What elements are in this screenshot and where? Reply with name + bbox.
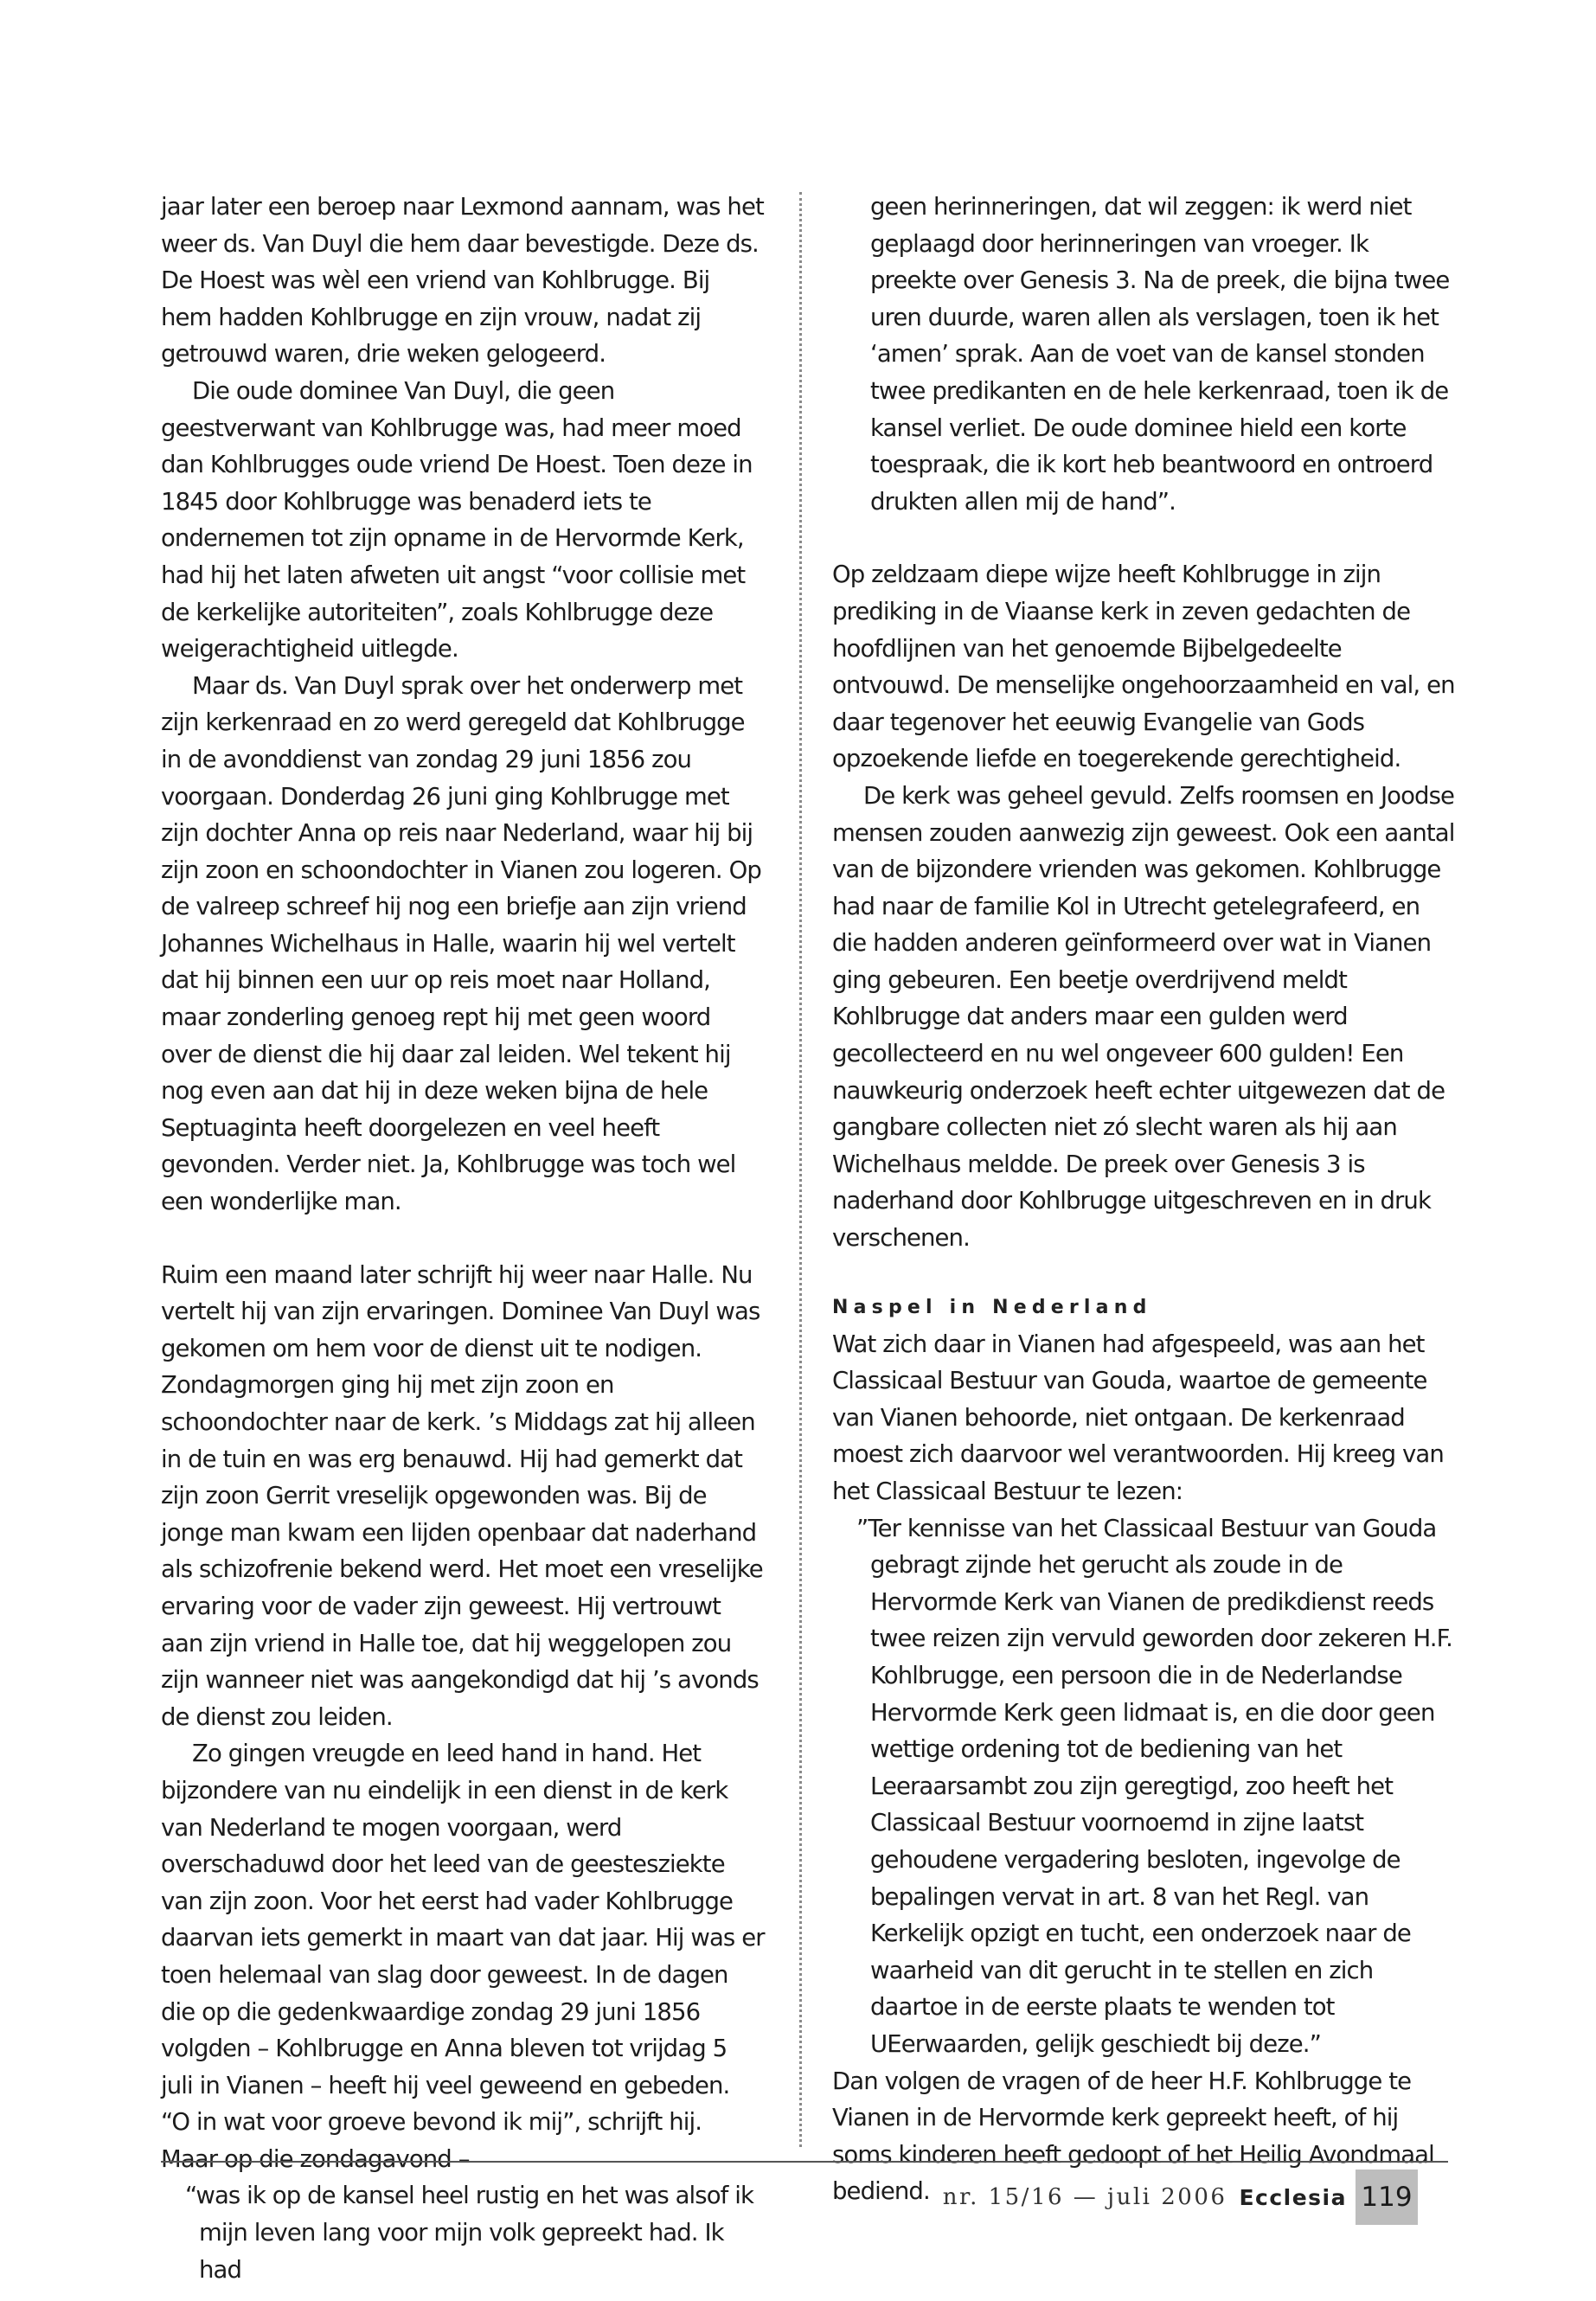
section-heading: Naspel in Nederland — [832, 1296, 1152, 1318]
left-column — [161, 189, 765, 2288]
footer-rule — [161, 2161, 1448, 2163]
paragraph: Maar ds. Van Duyl sprak over het onderwerp met zijn kerkenraad en zo werd geregeld dat Kohlbrugge in de avonddienst van zondag 29 juni 1856 zou voorgaan. Donderdag 26 juni ging Kohlbrugge met zijn dochter Anna op reis naar Nederland, waar hij bij zijn zoon en schoondochter in Vianen zou logeren. Op de valreep schreef hij nog een briefje aan zijn vriend Johannes Wichelhaus in Halle, waarin hij wel vertelt dat hij binnen een uur op reis moet naar Holland, maar zonderling genoeg rept hij met geen woord over de dienst die hij daar zal leiden. Wel tekent hij nog even aan dat hij in deze weken bijna de hele Septuaginta heeft doorgelezen en veel heeft gevonden. Verder niet. Ja, Kohlbrugge was toch wel een wonderlijke man. — [161, 671, 761, 1216]
column-divider — [799, 192, 802, 2147]
paragraph: De kerk was geheel gevuld. Zelfs roomsen en Joodse mensen zouden aanwezig zijn geweest. Ook een aantal van de bijzondere vrienden was gekomen. Kohlbrugge had naar de familie Kol in Utrecht getelegrafeerd, en die hadden anderen geïnformeerd over wat in Vianen ging gebeuren. Een beetje overdrijvend meldt Kohlbrugge dat anders maar een gulden werd gecollecteerd en nu wel ongeveer 600 gulden! Een nauwkeurig onderzoek heeft echter uitgewezen dat de gangbare collecten niet zó slecht waren als hij aan Wichelhaus meldde. De preek over Genesis 3 is naderhand door Kohlbrugge uitgeschreven en in druk verschenen. — [832, 781, 1455, 1253]
paragraph: Die oude dominee Van Duyl, die geen geestverwant van Kohlbrugge was, had meer moed dan Kohlbrugges oude vriend De Hoest. Toen deze in 1845 door Kohlbrugge was benaderd iets te ondernemen tot zijn opname in de Hervormde Kerk, had hij het laten afweten uit angst “voor collisie met de kerkelijke autoriteiten”, zoals Kohlbrugge deze weigerachtigheid uitlegde. — [161, 376, 753, 663]
block-quote: “was ik op de kansel heel rustig en het was alsof ik mijn leven lang voor mijn volk gepreekt had. Ik had — [185, 2182, 754, 2284]
magazine-name: Ecclesia — [1239, 2184, 1347, 2210]
right-column — [832, 189, 1457, 2210]
block-quote: geen herinneringen, dat wil zeggen: ik werd niet geplaagd door herinneringen van vroeger. Ik preekte over Genesis 3. Na de preek, die bijna twee uren duurde, waren allen als verslagen, toen ik het ‘amen’ sprak. Aan de voet van de kansel stonden twee predikanten en de hele kerkenraad, toen ik de kansel verliet. De oude dominee hield een korte toespraak, die ik kort heb beantwoord en ontroerd drukten allen mij de hand”. — [870, 193, 1450, 516]
paragraph: Ruim een maand later schrijft hij weer naar Halle. Nu vertelt hij van zijn ervaringen. Dominee Van Duyl was gekomen om hem voor de dienst uit te nodigen. Zondagmorgen ging hij met zijn zoon en schoondochter naar de kerk. ’s Middags zat hij alleen in de tuin en was erg benauwd. Hij had gemerkt dat zijn zoon Gerrit vreselijk opgewonden was. Bij de jonge man kwam een lijden openbaar dat naderhand als schizofrenie bekend werd. Het moet een vreselijke ervaring voor de vader zijn geweest. Hij vertrouwt aan zijn vriend in Halle toe, dat hij weggelopen zou zijn wanneer niet was aangekondigd dat hij ’s avonds de dienst zou leiden. — [161, 1260, 763, 1731]
paragraph: Dan volgen de vragen of de heer H.F. Kohlbrugge te Vianen in de Hervormde kerk gepreekt heeft, of hij soms kinderen heeft gedoopt of het Heilig Avondmaal bediend. — [832, 2067, 1434, 2206]
paragraph: jaar later een beroep naar Lexmond aannam, was het weer ds. Van Duyl die hem daar bevestigde. Deze ds. De Hoest was wèl een vriend van Kohlbrugge. Bij hem hadden Kohlbrugge en zijn vrouw, nadat zij getrouwd waren, drie weken gelogeerd. — [161, 193, 764, 369]
paragraph: Zo gingen vreugde en leed hand in hand. Het bijzondere van nu eindelijk in een dienst in de kerk van Nederland te mogen voorgaan, werd overschaduwd door het leed van de geestesziekte van zijn zoon. Voor het eerst had vader Kohlbrugge daarvan iets gemerkt in maart van dat jaar. Hij was er toen helemaal van slag door geweest. In de dagen die op die gedenkwaardige zondag 29 juni 1856 volgden – Kohlbrugge en Anna bleven tot vrijdag 5 juli in Vianen – heeft hij veel geweend en gebeden. “O in wat voor groeve bevond ik mij”, schrijft hij. Maar op die zondagavond – — [161, 1740, 765, 2173]
page-number: 119 — [1356, 2170, 1418, 2225]
issue-info: nr. 15/16 — juli 2006 — [942, 2184, 1227, 2210]
block-quote: ”Ter kennisse van het Classicaal Bestuur van Gouda gebragt zijnde het gerucht als zoude in de Hervormde Kerk van Vianen de predikdienst reeds twee reizen zijn vervuld geworden door zekeren H.F. Kohlbrugge, een persoon die in de Nederlandse Hervormde Kerk geen lidmaat is, en die door geen wettige ordening tot de bediening van het Leeraarsambt zou zijn geregtigd, zoo heeft het Classicaal Bestuur voornoemd in zijne laatst gehoudene vergadering besloten, ingevolge de bepalingen vervat in art. 8 van het Regl. van Kerkelijk opzigt en tucht, een onderzoek naar de waarheid van dit gerucht in te stellen en zich daartoe in de eerste plaats te wenden tot UEerwaarden, gelijk geschiedt bij deze.” — [856, 1514, 1452, 2058]
paragraph: Wat zich daar in Vianen had afgespeeld, was aan het Classicaal Bestuur van Gouda, waartoe de gemeente van Vianen behoorde, niet ontgaan. De kerkenraad moest zich daarvoor wel verantwoorden. Hij kreeg van het Classicaal Bestuur te lezen: — [832, 1330, 1444, 1505]
page-footer — [943, 2170, 1418, 2225]
paragraph: Op zeldzaam diepe wijze heeft Kohlbrugge in zijn prediking in de Viaanse kerk in zeven gedachten de hoofdlijnen van het genoemde Bijbelgedeelte ontvouwd. De menselijke ongehoorzaamheid en val, en daar tegenover het eeuwig Evangelie van Gods opzoekende liefde en toegerekende gerechtigheid. — [832, 561, 1455, 773]
